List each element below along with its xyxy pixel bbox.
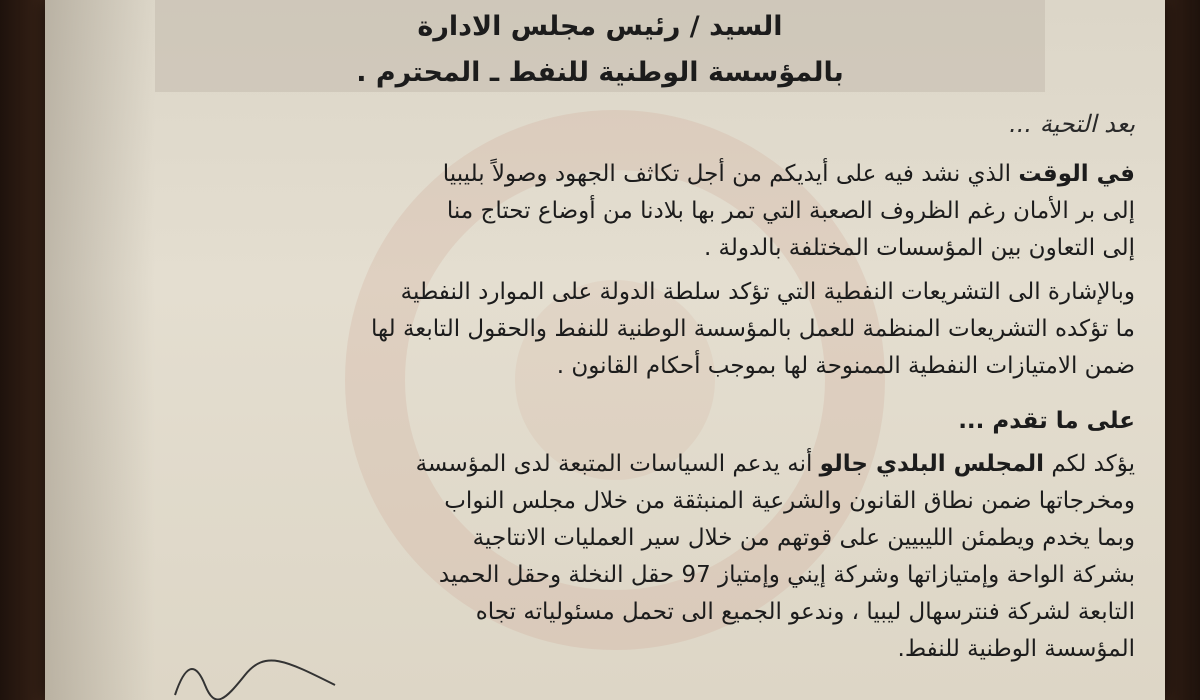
paragraph-3-line-4: بشركة الواحة وإمتيازاتها وشركة إيني وإمتياز 97 حقل النخلة وحقل الحميد (438, 562, 1135, 588)
letter-body (155, 0, 1155, 700)
paragraph-3 (185, 446, 1135, 668)
paragraph-3-line-1 (185, 446, 1135, 483)
paragraph-1 (185, 156, 1135, 267)
paragraph-1-line-3: إلى التعاون بين المؤسسات المختلفة بالدولة . (703, 235, 1135, 261)
greeting: بعد التحية ... (1009, 110, 1135, 138)
municipal-council-name: المجلس البلدي جالو (819, 451, 1045, 477)
paragraph-2 (185, 274, 1135, 385)
document-paper (45, 0, 1165, 700)
paper-shadow (45, 0, 155, 700)
paragraph-1-line-1 (185, 156, 1135, 193)
paragraph-3-line-1-start: يؤكد لكم (1044, 451, 1135, 477)
paragraph-1-line-1-rest: الذي نشد فيه على أيديكم من أجل تكاثف الجهود وصولاً بليبيا (442, 161, 1019, 187)
paragraph-1-line-2: إلى بر الأمان رغم الظروف الصعبة التي تمر بها بلادنا من أوضاع تحتاج منا (446, 198, 1135, 224)
paragraph-3-line-3: وبما يخدم ويطمئن الليبيين على قوتهم من خلال سير العمليات الانتاجية (472, 525, 1135, 551)
subheading: على ما تقدم ... (958, 408, 1135, 434)
paragraph-2-line-2: ما تؤكده التشريعات المنظمة للعمل بالمؤسسة الوطنية للنفط والحقول التابعة لها (371, 316, 1135, 342)
paragraph-3-line-2: ومخرجاتها ضمن نطاق القانون والشرعية المنبثقة من خلال مجلس النواب (444, 488, 1135, 514)
paragraph-1-lead: في الوقت (1018, 161, 1135, 187)
paragraph-3-line-1-end: أنه يدعم السياسات المتبعة لدى المؤسسة (415, 451, 820, 477)
addressee-line-1: السيد / رئيس مجلس الادارة (417, 11, 783, 42)
addressee-block (155, 4, 1045, 96)
addressee-line-2: بالمؤسسة الوطنية للنفط ـ المحترم . (356, 57, 844, 88)
paragraph-3-line-6: المؤسسة الوطنية للنفط. (897, 636, 1135, 662)
paragraph-2-line-1: وبالإشارة الى التشريعات النفطية التي تؤكد سلطة الدولة على الموارد النفطية (400, 279, 1135, 305)
signature-scribble (165, 655, 345, 700)
paragraph-2-line-3: ضمن الامتيازات النفطية الممنوحة لها بموجب أحكام القانون . (556, 353, 1135, 379)
paragraph-3-line-5: التابعة لشركة فنترسهال ليبيا ، وندعو الجميع الى تحمل مسئولياته تجاه (475, 599, 1135, 625)
